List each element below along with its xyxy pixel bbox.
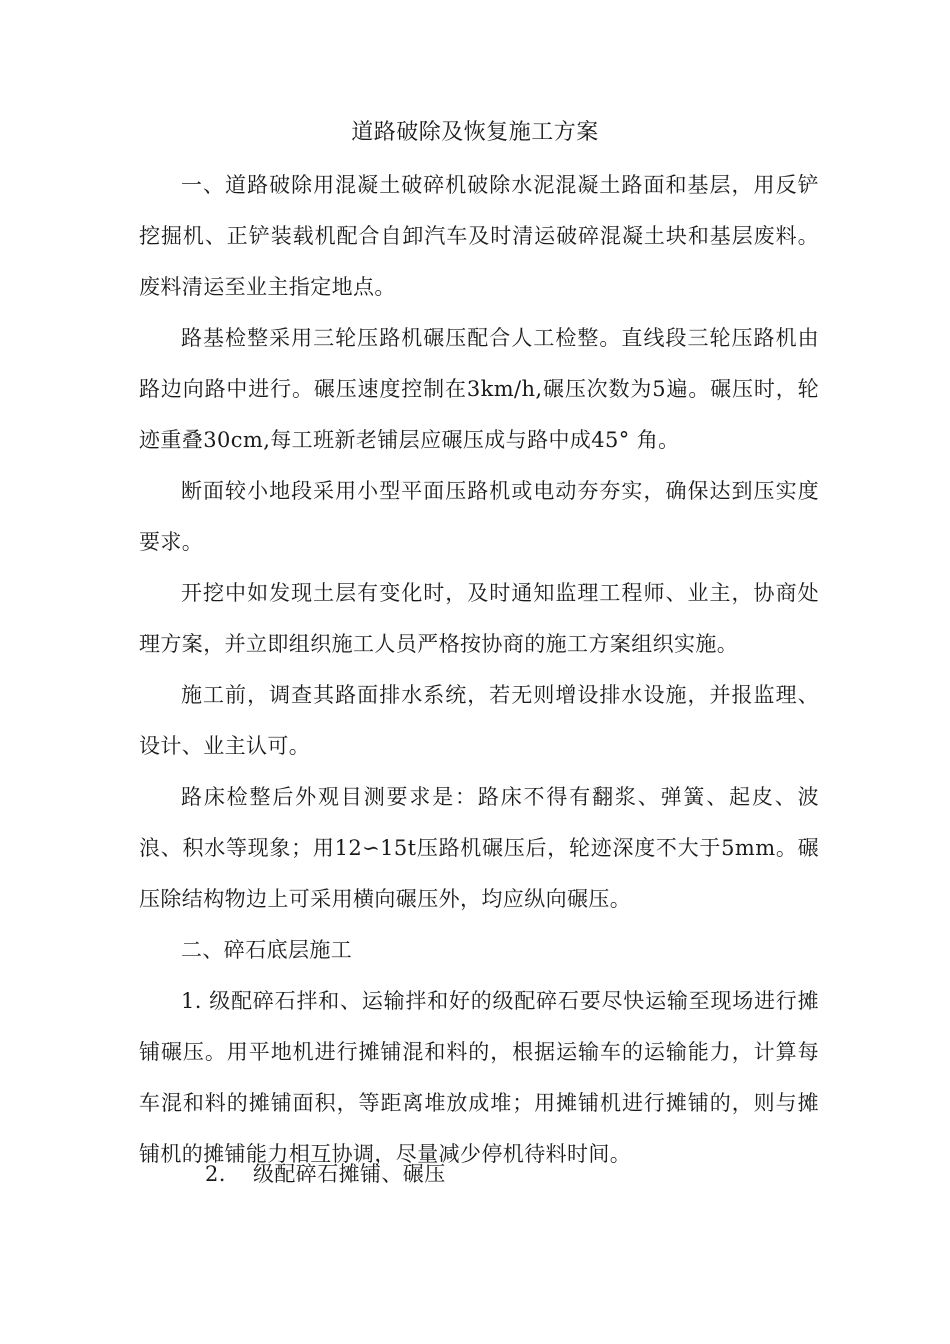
section-heading-gravel-base: 二、碎石底层施工 <box>181 938 353 962</box>
paragraph-visual-inspection: 路床检整后外观目测要求是：路床不得有翻浆、弹簧、起皮、波浪、积水等现象；用12∽15t压路机碾压后，轮迹深度不大于5mm。碾压除结构物边上可采用横向碾压外，均应纵向碾压。 <box>139 785 819 911</box>
paragraph-subgrade-rolling: 路基检整采用三轮压路机碾压配合人工检整。直线段三轮压路机由路边向路中进行。碾压速度控制在3km/h,碾压次数为5遍。碾压时，轮迹重叠30cm,每工班新老铺层应碾压成与路中成45° 角。 <box>139 326 819 452</box>
document-title: 道路破除及恢复施工方案 <box>351 120 599 145</box>
paragraph-drainage: 施工前，调查其路面排水系统，若无则增设排水设施，并报监理、设计、业主认可。 <box>139 683 819 758</box>
paragraph-soil-change: 开挖中如发现土层有变化时，及时通知监理工程师、业主，协商处理方案，并立即组织施工人员严格按协商的施工方案组织实施。 <box>139 581 819 656</box>
list-item-text: 级配碎石摊铺、碾压 <box>253 1162 446 1186</box>
paragraph-road-demolition: 一、道路破除用混凝土破碎机破除水泥混凝土路面和基层，用反铲挖掘机、正铲装载机配合自卸汽车及时清运破碎混凝土块和基层废料。废料清运至业主指定地点。 <box>139 173 819 299</box>
paragraph-small-section: 断面较小地段采用小型平面压路机或电动夯夯实，确保达到压实度要求。 <box>139 479 819 554</box>
list-item-2 <box>205 1152 446 1196</box>
list-item-number: 2. <box>205 1162 226 1186</box>
paragraph-gravel-mixing: 1. 级配碎石拌和、运输拌和好的级配碎石要尽快运输至现场进行摊铺碾压。用平地机进行摊铺混和料的，根据运输车的运输能力，计算每车混和料的摊铺面积，等距离堆放成堆；用摊铺机进行摊铺的，则与摊铺机的摊铺能力相互协调，尽量减少停机待料时间。 <box>139 989 819 1166</box>
document-body <box>139 160 819 1180</box>
